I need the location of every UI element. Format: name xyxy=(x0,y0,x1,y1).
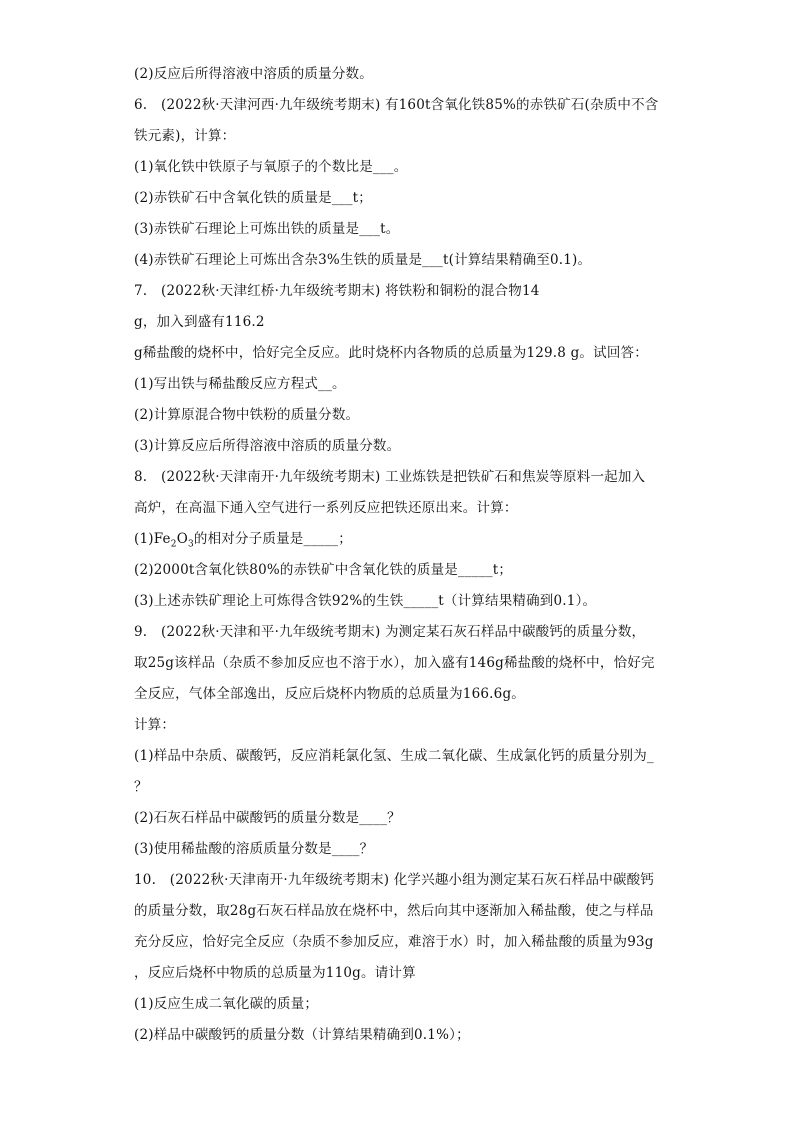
q6-stem-line1: 6. (2022秋·天津河西·九年级统考期末) 有160t含氧化铁85%的赤铁矿石(杂质中不含 xyxy=(134,97,659,113)
q7-stem-line3: g稀盐酸的烧杯中，恰好完全反应。此时烧杯内各物质的总质量为129.8 g。试回答： xyxy=(134,345,648,361)
q10-stem-line2: 的质量分数，取28g石灰石样品放在烧杯中，然后向其中逐渐加入稀盐酸，使之与样品 xyxy=(134,903,654,919)
q10-stem-line4: ，反应后烧杯中物质的总质量为110g。请计算 xyxy=(134,965,416,981)
q9-part1-line2: ？ xyxy=(134,779,148,795)
q8-stem-line2: 高炉，在高温下通入空气进行一系列反应把铁还原出来。计算： xyxy=(134,500,518,516)
fe2o3-sub-2: 2 xyxy=(170,539,177,550)
q6-part2: (2)赤铁矿石中含氧化铁的质量是___t； xyxy=(134,190,372,206)
q9-part1-line1: (1)样品中杂质、碳酸钙，反应消耗氯化氢、生成二氧化碳、生成氯化钙的质量分别为_ xyxy=(134,748,654,764)
q10-stem-line3: 充分反应，恰好完全反应（杂质不参加反应，难溶于水）时，加入稀盐酸的质量为93g xyxy=(134,934,654,950)
fe2o3-suffix: 的相对分子质量是_____； xyxy=(193,531,352,547)
q9-part3: (3)使用稀盐酸的溶质质量分数是____？ xyxy=(134,841,374,857)
fe2o3-prefix: (1)Fe xyxy=(134,531,171,547)
q5-part2: (2)反应后所得溶液中溶质的质量分数。 xyxy=(134,66,373,82)
q10-part2: (2)样品中碳酸钙的质量分数（计算结果精确到0.1%）； xyxy=(134,1027,470,1043)
q9-stem-line2: 取25g该样品（杂质不参加反应也不溶于水），加入盛有146g稀盐酸的烧杯中，恰好完 xyxy=(134,655,655,671)
q7-stem-line2: g，加入到盛有116.2 xyxy=(134,314,265,330)
fe2o3-o: O xyxy=(176,531,188,547)
q8-part2: (2)2000t含氧化铁80%的赤铁矿中含氧化铁的质量是_____t； xyxy=(134,562,513,578)
q10-part1: (1)反应生成二氧化碳的质量； xyxy=(134,996,319,1012)
q6-part3: (3)赤铁矿石理论上可炼出铁的质量是___t。 xyxy=(134,221,400,237)
q8-stem-line1: 8. (2022秋·天津南开·九年级统考期末) 工业炼铁是把铁矿石和焦炭等原料一起加入 xyxy=(134,469,646,485)
fe2o3-sub-3: 3 xyxy=(187,539,194,550)
q9-stem-line3: 全反应，气体全部逸出，反应后烧杯内物质的总质量为166.6g。 xyxy=(134,686,525,702)
q9-part2: (2)石灰石样品中碳酸钙的质量分数是____？ xyxy=(134,810,401,826)
q7-stem-line1: 7. (2022秋·天津红桥·九年级统考期末) 将铁粉和铜粉的混合物14 xyxy=(134,283,540,299)
q7-part1: (1)写出铁与稀盐酸反应方程式__。 xyxy=(134,376,346,392)
q9-stem-line1: 9. (2022秋·天津和平·九年级统考期末) 为测定某石灰石样品中碳酸钙的质量分数， xyxy=(134,624,646,640)
q8-part3: (3)上述赤铁矿理论上可炼得含铁92%的生铁_____t（计算结果精确到0.1）。 xyxy=(134,593,597,609)
q6-stem-line2: 铁元素)，计算： xyxy=(134,128,236,144)
q8-part1 xyxy=(134,529,352,549)
q7-part3: (3)计算反应后所得溶液中溶质的质量分数。 xyxy=(134,438,401,454)
q7-part2: (2)计算原混合物中铁粉的质量分数。 xyxy=(134,407,360,423)
q9-calc-label: 计算： xyxy=(134,717,176,733)
q10-stem-line1: 10. (2022秋·天津南开·九年级统考期末) 化学兴趣小组为测定某石灰石样品中碳酸钙 xyxy=(134,872,655,888)
q6-part4: (4)赤铁矿石理论上可炼出含杂3%生铁的质量是___t(计算结果精确至0.1)。 xyxy=(134,252,592,268)
q6-part1: (1)氧化铁中铁原子与氧原子的个数比是___。 xyxy=(134,159,408,175)
